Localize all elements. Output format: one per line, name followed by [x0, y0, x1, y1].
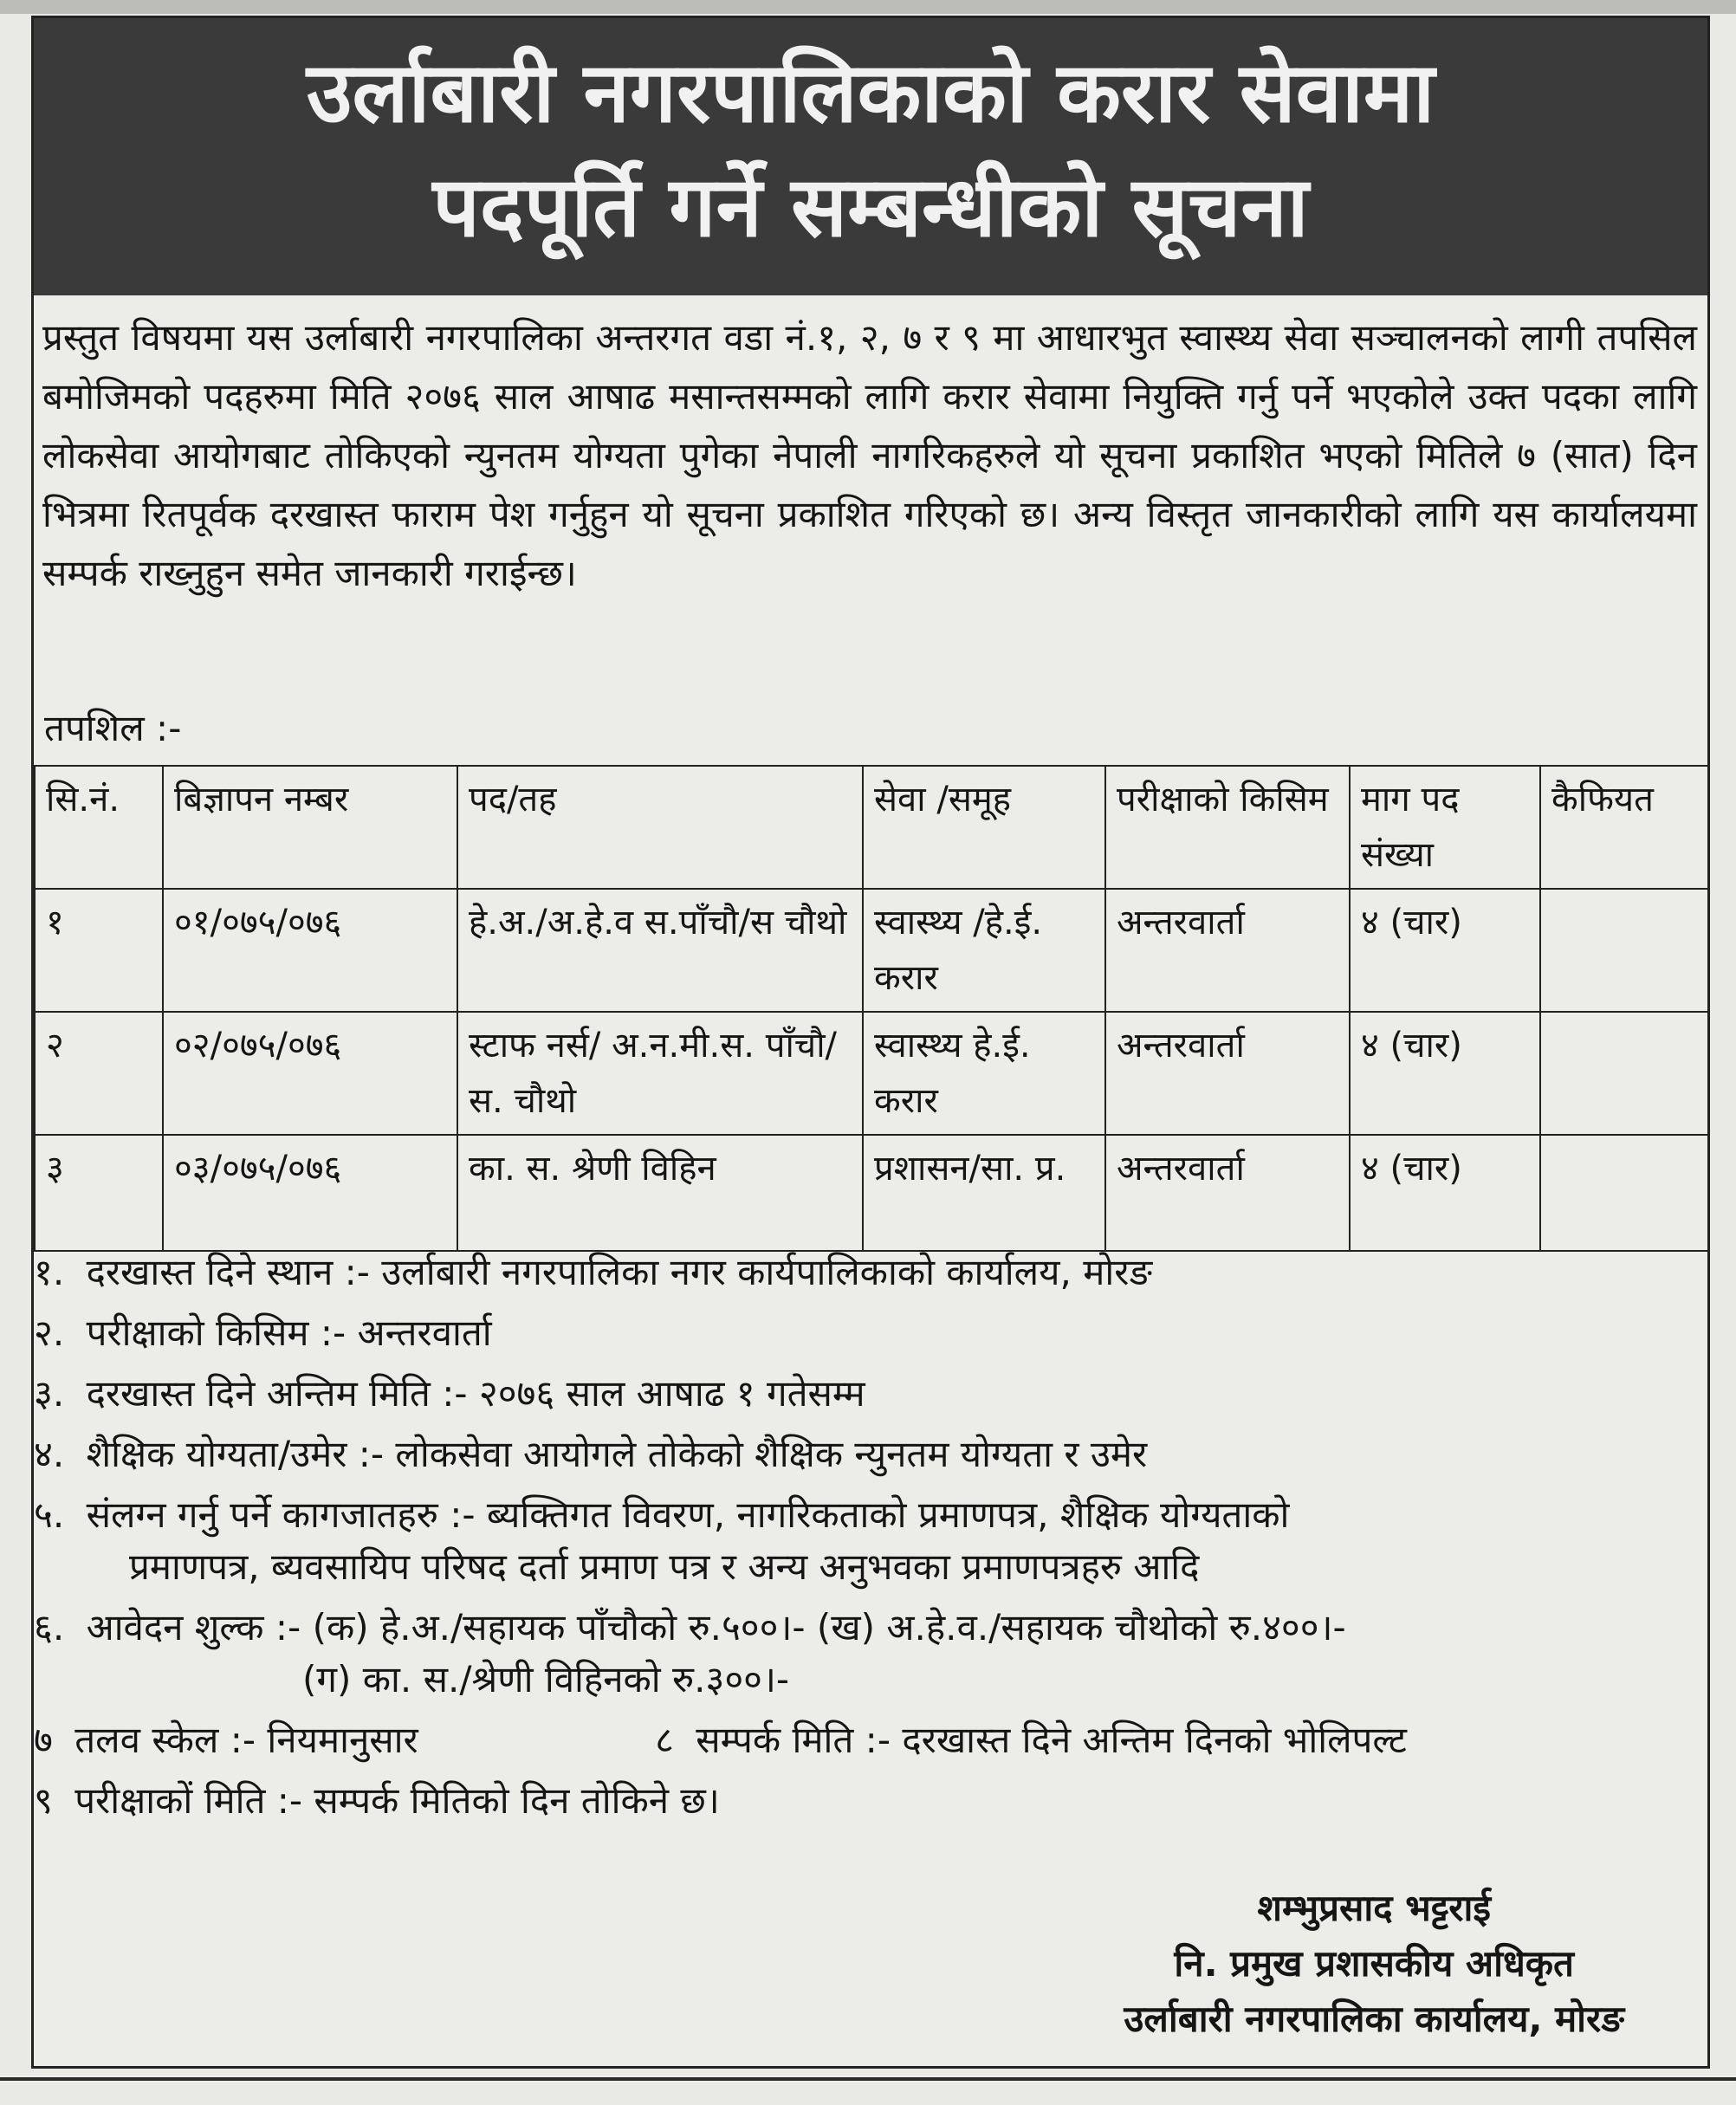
detail-text: आवेदन शुल्क :- (क) हे.अ./सहायक पाँचौको रु.५००।- (ख) अ.हे.व./सहायक चौथोको रु.४००।-	[86, 1606, 1346, 1648]
cell-ad-number: ०१/०७५/०७६	[163, 889, 457, 1012]
cell-remarks	[1540, 889, 1708, 1012]
cell-post-level: स्टाफ नर्स/ अ.न.मी.स. पाँचौ/ स. चौथो	[457, 1012, 863, 1135]
cell-remarks	[1540, 1135, 1708, 1251]
vacancy-table	[34, 765, 1709, 1252]
page-top-strip	[0, 0, 1736, 14]
notice-frame	[31, 16, 1710, 2069]
detail-number: ३.	[34, 1372, 65, 1415]
detail-item-7-8	[34, 1714, 1707, 1766]
table-label: तपशिल :-	[44, 707, 182, 749]
detail-number: ८	[655, 1719, 674, 1761]
cell-service-group: प्रशासन/सा. प्र.	[863, 1135, 1105, 1251]
cell-remarks	[1540, 1012, 1708, 1135]
table-row	[35, 889, 1708, 1012]
detail-item-4	[34, 1428, 1707, 1480]
signatory-designation: नि. प्रमुख प्रशासकीय अधिकृत	[1174, 1942, 1574, 1985]
detail-number: ६.	[34, 1606, 65, 1648]
cell-serial: १	[35, 889, 163, 1012]
detail-text: तलव स्केल :- नियमानुसार	[74, 1719, 418, 1761]
signature-block	[1124, 1881, 1624, 2047]
header-remarks: कैफियत	[1540, 766, 1708, 889]
detail-text: सम्पर्क मिति :- दरखास्त दिने अन्तिम दिनको भोलिपल्ट	[696, 1719, 1407, 1761]
cell-service-group: स्वास्थ्य हे.ई. करार	[863, 1012, 1105, 1135]
detail-number: ४.	[34, 1433, 65, 1475]
detail-continuation: (ग) का. स./श्रेणी विहिनको रु.३००।-	[302, 1658, 790, 1700]
detail-text: परीक्षाको किसिम :- अन्तरवार्ता	[86, 1312, 492, 1354]
cell-exam-type: अन्तरवार्ता	[1105, 889, 1350, 1012]
detail-number: ५.	[34, 1493, 65, 1536]
cell-exam-type: अन्तरवार्ता	[1105, 1012, 1350, 1135]
signatory-office: उर्लाबारी नगरपालिका कार्यालय, मोरङ	[1124, 1998, 1624, 2040]
header-post-level: पद/तह	[457, 766, 863, 889]
detail-text: संलग्न गर्नु पर्ने कागजातहरु :- ब्यक्तिगत विवरण, नागरिकताको प्रमाणपत्र, शैक्षिक योग्यताको	[86, 1493, 1290, 1536]
detail-item-1	[34, 1247, 1707, 1299]
detail-number: १.	[34, 1251, 65, 1293]
cell-post-level: हे.अ./अ.हे.व स.पाँचौ/स चौथो	[457, 889, 863, 1012]
detail-number: २.	[34, 1312, 65, 1354]
cell-post-count: ४ (चार)	[1350, 1012, 1540, 1135]
cell-post-count: ४ (चार)	[1350, 889, 1540, 1012]
detail-text: दरखास्त दिने स्थान :- उर्लाबारी नगरपालिका नगर कार्यपालिकाको कार्यालय, मोरङ	[86, 1251, 1153, 1293]
signatory-name: शम्भुप्रसाद भट्टराई	[1257, 1887, 1491, 1929]
details-list	[34, 1247, 1707, 1836]
detail-item-6	[34, 1602, 1707, 1706]
cell-post-count: ४ (चार)	[1350, 1135, 1540, 1251]
title-banner	[34, 18, 1707, 295]
detail-text: परीक्षाकों मिति :- सम्पर्क मितिको दिन तोकिने छ।	[74, 1779, 720, 1822]
cell-service-group: स्वास्थ्य /हे.ई. करार	[863, 889, 1105, 1012]
intro-paragraph: प्रस्तुत विषयमा यस उर्लाबारी नगरपालिका अन्तरगत वडा नं.१, २, ७ र ९ मा आधारभुत स्वास्थ्य सेवा सञ्चालनको लागी तपसिल बमोजिमको पदहरुमा मिति २०७६ साल आषाढ मसान्तसम्मको लागि करार सेवामा नियुक्ति गर्नु पर्ने भएकोले उक्त पदका लागि लोकसेवा आयोगबाट तोकिएको न्युनतम योग्यता पुगेका नेपाली नागरिकहरुले यो सूचना प्रकाशित भएको मितिले ७ (सात) दिन भित्रमा रितपूर्वक दरखास्त फाराम पेश गर्नुहुन यो सूचना प्रकाशित गरिएको छ। अन्य विस्तृत जानकारीको लागि यस कार्यालयमा सम्पर्क राख्नुहुन समेत जानकारी गराईन्छ।	[42, 316, 1697, 594]
table-row	[35, 1135, 1708, 1251]
title-line-2: पदपूर्ति गर्ने सम्बन्धीको सूचना	[432, 159, 1309, 256]
header-exam-type: परीक्षाको किसिम	[1105, 766, 1350, 889]
header-ad-number: बिज्ञापन नम्बर	[163, 766, 457, 889]
detail-item-2	[34, 1307, 1707, 1359]
detail-text: शैक्षिक योग्यता/उमेर :- लोकसेवा आयोगले तोकेको शैक्षिक न्युनतम योग्यता र उमेर	[86, 1433, 1148, 1475]
detail-text: दरखास्त दिने अन्तिम मिति :- २०७६ साल आषाढ १ गतेसम्म	[86, 1372, 865, 1415]
detail-item-5	[34, 1489, 1707, 1593]
table-header-row	[35, 766, 1708, 889]
detail-item-9	[34, 1775, 1707, 1827]
cell-post-level: का. स. श्रेणी विहिन	[457, 1135, 863, 1251]
detail-continuation: प्रमाणपत्र, ब्यवसायिप परिषद दर्ता प्रमाण पत्र र अन्य अनुभवका प्रमाणपत्रहरु आदि	[129, 1545, 1200, 1588]
cell-ad-number: ०३/०७५/०७६	[163, 1135, 457, 1251]
header-service-group: सेवा /समूह	[863, 766, 1105, 889]
header-post-count: माग पद संख्या	[1350, 766, 1540, 889]
detail-number: ७	[34, 1719, 53, 1761]
detail-item-8	[655, 1714, 1407, 1766]
detail-item-3	[34, 1368, 1707, 1420]
title-line-1: उर्लाबारी नगरपालिकाको करार सेवामा	[306, 44, 1435, 141]
cell-serial: २	[35, 1012, 163, 1135]
bottom-rule	[0, 2077, 1736, 2081]
table-row	[35, 1012, 1708, 1135]
cell-serial: ३	[35, 1135, 163, 1251]
detail-number: ९	[34, 1779, 53, 1822]
header-serial: सि.नं.	[35, 766, 163, 889]
cell-ad-number: ०२/०७५/०७६	[163, 1012, 457, 1135]
cell-exam-type: अन्तरवार्ता	[1105, 1135, 1350, 1251]
